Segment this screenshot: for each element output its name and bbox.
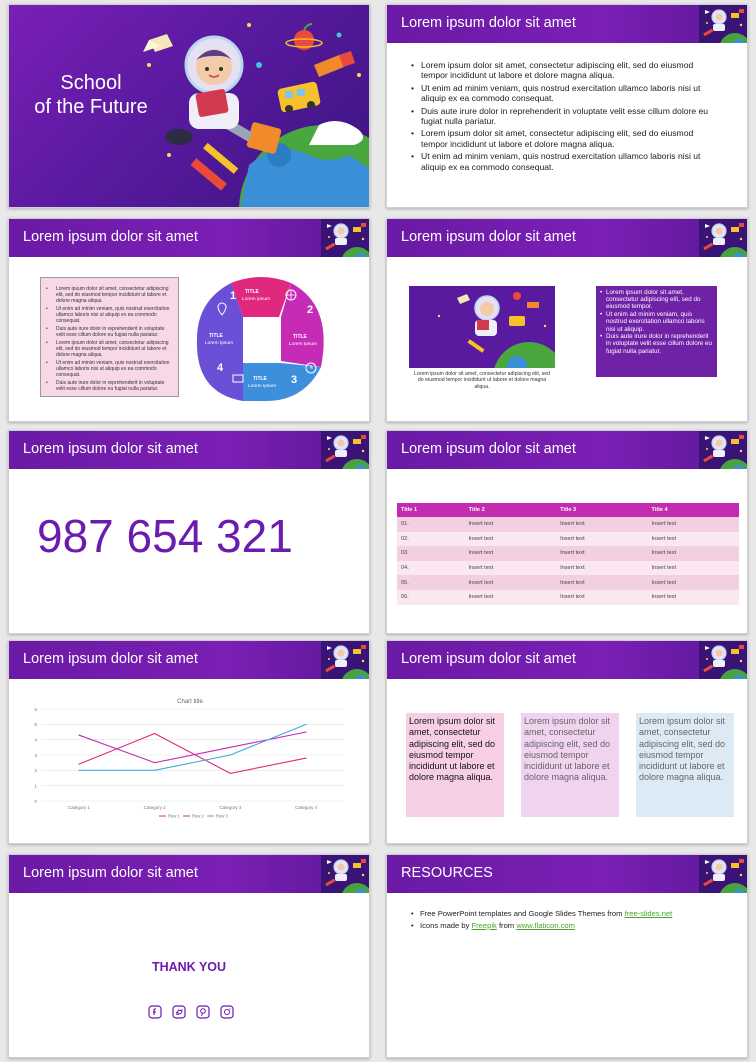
resources-list — [411, 909, 741, 933]
slide-title: Lorem ipsum dolor sit amet — [23, 441, 198, 457]
table-cell: Insert text — [465, 590, 556, 605]
table-cell: Insert text — [556, 590, 647, 605]
table-cell: 03. — [397, 546, 465, 561]
slide-7-chart[interactable] — [8, 640, 370, 844]
table-cell: Insert text — [465, 546, 556, 561]
table-row — [397, 532, 739, 547]
table-cell: Insert text — [648, 590, 739, 605]
cycle-num-2: 2 — [307, 304, 314, 316]
slide-2-bullets[interactable] — [386, 4, 748, 208]
data-point — [78, 770, 79, 771]
resource-text: Free PowerPoint templates and Google Slides Themes from — [420, 909, 625, 918]
header-illustration — [699, 219, 747, 257]
header-illustration — [699, 855, 747, 893]
data-point — [230, 755, 231, 756]
table-row — [397, 517, 739, 532]
title-text — [31, 71, 151, 119]
big-number: 987 654 321 — [37, 510, 293, 562]
table-cell: 04. — [397, 561, 465, 576]
y-tick-label: 1 — [34, 783, 37, 789]
y-tick-label: 2 — [34, 768, 37, 774]
text-box-pink: Lorem ipsum dolor sit amet, consectetur adipiscing elit, sed do eiusmod tempor incididunt ut labore et dolore magna aliqua. — [406, 713, 504, 817]
cycle-sub-4: Lorem Ipsum — [205, 341, 233, 346]
cycle-title-1: TITLE — [245, 289, 259, 295]
x-tick-label: Category 2 — [143, 805, 166, 810]
slide-title: Lorem ipsum dolor sit amet — [401, 441, 576, 457]
cycle-diagram — [193, 275, 329, 403]
header-illustration — [321, 855, 369, 893]
resource-text: from — [496, 921, 517, 930]
legend-label: Row 3 — [216, 813, 228, 819]
list-item: • Duis aute irure dolor in reprehenderit in voluptate velit esse cillum dolore eu fugiat nulla pariatur. — [411, 106, 721, 127]
legend-label: Row 2 — [192, 813, 204, 819]
x-tick-label: Category 3 — [219, 805, 242, 810]
table-cell: Insert text — [648, 532, 739, 547]
twitter-icon[interactable] — [172, 1005, 186, 1019]
list-item: • Lorem ipsum dolor sit amet, consectetur adipiscing elit, sed do eiusmod tempor incididunt ut labore et dolore magna aliqua. — [411, 60, 721, 81]
flaticon-link[interactable]: www.flaticon.com — [516, 921, 575, 930]
table-row — [397, 561, 739, 576]
list-item: • Ut enim ad minim veniam, quis nostrud exercitation ullamco laboris nisi ut aliquip ex ea commodo consequat. — [411, 151, 721, 172]
list-item — [411, 921, 741, 931]
list-item: • Ut enim ad minim veniam, quis nostrud exercitation ullamco laboris nisi ut aliquip ex ea commodo consequat. — [411, 83, 721, 104]
cycle-title-2: TITLE — [293, 334, 307, 340]
data-point — [230, 773, 231, 774]
astronaut-illustration — [129, 5, 370, 208]
text-box-lilac: Lorem ipsum dolor sit amet, consectetur adipiscing elit, sed do eiusmod tempor incididunt ut labore et dolore magna aliqua. — [521, 713, 619, 817]
slide-header — [387, 5, 747, 43]
header-illustration — [699, 641, 747, 679]
table-cell: Insert text — [465, 561, 556, 576]
header-illustration — [699, 431, 747, 469]
slide-title: Lorem ipsum dolor sit amet — [23, 229, 198, 245]
slide-header — [9, 641, 369, 679]
resource-text: Icons made by — [420, 921, 472, 930]
slide-title: Lorem ipsum dolor sit amet — [23, 651, 198, 667]
slide-header — [9, 219, 369, 257]
slide-title: Lorem ipsum dolor sit amet — [401, 15, 576, 31]
table-cell: Insert text — [556, 517, 647, 532]
data-point — [154, 762, 155, 763]
slide-header — [9, 855, 369, 893]
table-cell: 01. — [397, 517, 465, 532]
cycle-num-3: 3 — [291, 374, 298, 386]
purple-text-box — [596, 286, 717, 377]
slide-8-three-boxes[interactable] — [386, 640, 748, 844]
table-row — [397, 590, 739, 605]
data-point — [78, 764, 79, 765]
slide-title: Lorem ipsum dolor sit amet — [401, 651, 576, 667]
list-item: • Duis aute irure dolor in reprehenderit in voluptate velit esse cillum dolore eu fugiat nulla pariatur. — [600, 333, 713, 355]
table-cell: Insert text — [648, 575, 739, 590]
bullet-list — [411, 60, 721, 174]
slide-header — [387, 855, 747, 893]
data-table — [397, 503, 739, 605]
resources-title: RESOURCES — [401, 865, 493, 881]
data-point — [154, 770, 155, 771]
table-cell: 02. — [397, 532, 465, 547]
list-item: • Duis aute irure dolor in reprehenderit in voluptate velit esse cillum dolore eu fugiat nulla pariatur. — [46, 326, 173, 338]
bullet-list — [600, 289, 713, 355]
header-illustration — [321, 641, 369, 679]
social-icons — [148, 1005, 234, 1019]
pinterest-icon[interactable] — [196, 1005, 210, 1019]
x-tick-label: Category 1 — [67, 805, 90, 810]
text-box-blue: Lorem ipsum dolor sit amet, consectetur adipiscing elit, sed do eiusmod tempor incididunt ut labore et dolore magna aliqua. — [636, 713, 734, 817]
slide-header — [387, 641, 747, 679]
slide-3-cycle[interactable] — [8, 218, 370, 422]
small-bullet-list — [46, 286, 173, 392]
y-tick-label: 4 — [34, 737, 37, 743]
table-cell: 05. — [397, 575, 465, 590]
data-point — [230, 747, 231, 748]
list-item: • Ut enim ad minim veniam, quis nostrud exercitation ullamco laboris nisi ut aliquip ex ea commodo consequat. — [46, 306, 173, 324]
slide-title: Lorem ipsum dolor sit amet — [401, 229, 576, 245]
header-illustration — [699, 5, 747, 43]
table-row — [397, 546, 739, 561]
slide-6-table[interactable] — [386, 430, 748, 634]
chart-title: Chart title — [177, 699, 203, 705]
table-header: Title 4 — [648, 503, 739, 517]
slide-5-big-number[interactable] — [8, 430, 370, 634]
table-header: Title 2 — [465, 503, 556, 517]
cycle-sub-1: Lorem Ipsum — [242, 297, 270, 302]
table-cell: Insert text — [648, 517, 739, 532]
slide-header — [387, 219, 747, 257]
series-line-2 — [79, 732, 306, 763]
table-cell: Insert text — [556, 561, 647, 576]
slide-4-image-text[interactable] — [386, 218, 748, 422]
data-point — [306, 758, 307, 759]
free-slides-link[interactable]: free-slides.net — [624, 909, 673, 918]
table-cell: Insert text — [648, 561, 739, 576]
list-item: • Ut enim ad minim veniam, quis nostrud exercitation ullamco laboris nisi ut aliquip. — [600, 311, 713, 333]
table-cell: Insert text — [556, 546, 647, 561]
x-tick-label: Category 4 — [295, 805, 318, 810]
y-tick-label: 5 — [34, 722, 37, 728]
list-item: • Lorem ipsum dolor sit amet, consectetur adipiscing elit, sed do eiusmod tempor incididunt ut labore et dolore magna aliqua. — [411, 128, 721, 149]
cycle-sub-2: Lorem Ipsum — [289, 342, 317, 347]
thank-you-text: THANK YOU — [151, 960, 227, 974]
slide-10-resources[interactable] — [386, 854, 748, 1058]
header-illustration — [321, 219, 369, 257]
list-item: • Lorem ipsum dolor sit amet, consectetur adipiscing elit, sed do eiusmod tempor incididunt ut labore et dolore magna aliqua. — [46, 286, 173, 304]
table-header: Title 1 — [397, 503, 465, 517]
line-chart — [9, 693, 370, 823]
table-cell: Insert text — [556, 532, 647, 547]
header-illustration — [321, 431, 369, 469]
list-item: • Duis aute irure dolor in reprehenderit in voluptate velit esse cillum dolore eu fugiat nulla pariatur. — [46, 380, 173, 392]
astronaut-image — [409, 286, 555, 368]
cycle-num-1: 1 — [230, 290, 237, 302]
title-line-1: School — [60, 72, 122, 94]
cycle-num-4: 4 — [217, 362, 224, 374]
y-tick-label: 0 — [34, 798, 37, 804]
list-item: • Ut enim ad minim veniam, quis nostrud exercitation ullamco laboris nisi ut aliquip ex ea commodo consequat. — [46, 360, 173, 378]
text-box — [40, 277, 179, 397]
table-cell: 06. — [397, 590, 465, 605]
slide-header — [9, 431, 369, 469]
list-item — [411, 909, 741, 919]
slide-1-title[interactable] — [8, 4, 370, 208]
table-cell: Insert text — [556, 575, 647, 590]
data-point — [154, 733, 155, 734]
instagram-icon[interactable] — [220, 1005, 234, 1019]
image-caption: Lorem ipsum dolor sit amet, consectetur adipiscing elit, sed do eiusmod tempor incididunt ut labore et dolore magna aliqua. — [413, 371, 551, 390]
freepik-link[interactable]: Freepik — [471, 921, 497, 930]
y-tick-label: 3 — [34, 752, 37, 758]
title-line-2: of the Future — [34, 96, 148, 118]
slide-title: Lorem ipsum dolor sit amet — [23, 865, 198, 881]
y-tick-label: 6 — [34, 706, 37, 712]
list-item: • Lorem ipsum dolor sit amet, consectetur adipiscing elit, sed do eiusmod tempor incididunt ut labore et dolore magna aliqua. — [46, 340, 173, 358]
cycle-title-3: TITLE — [253, 376, 267, 382]
slide-header — [387, 431, 747, 469]
table-row — [397, 575, 739, 590]
data-point — [306, 724, 307, 725]
table-cell: Insert text — [648, 546, 739, 561]
cycle-sub-3: Lorem Ipsum — [248, 384, 276, 389]
table-cell: Insert text — [465, 532, 556, 547]
data-point — [306, 732, 307, 733]
table-header: Title 3 — [556, 503, 647, 517]
list-item: • Lorem ipsum dolor sit amet, consectetur adipiscing elit, sed do eiusmod tempor. — [600, 289, 713, 311]
cycle-title-4: TITLE — [209, 333, 223, 339]
table-cell: Insert text — [465, 517, 556, 532]
slide-9-thank-you[interactable] — [8, 854, 370, 1058]
legend-label: Row 1 — [168, 813, 180, 819]
facebook-icon[interactable] — [148, 1005, 162, 1019]
data-point — [78, 735, 79, 736]
table-cell: Insert text — [465, 575, 556, 590]
